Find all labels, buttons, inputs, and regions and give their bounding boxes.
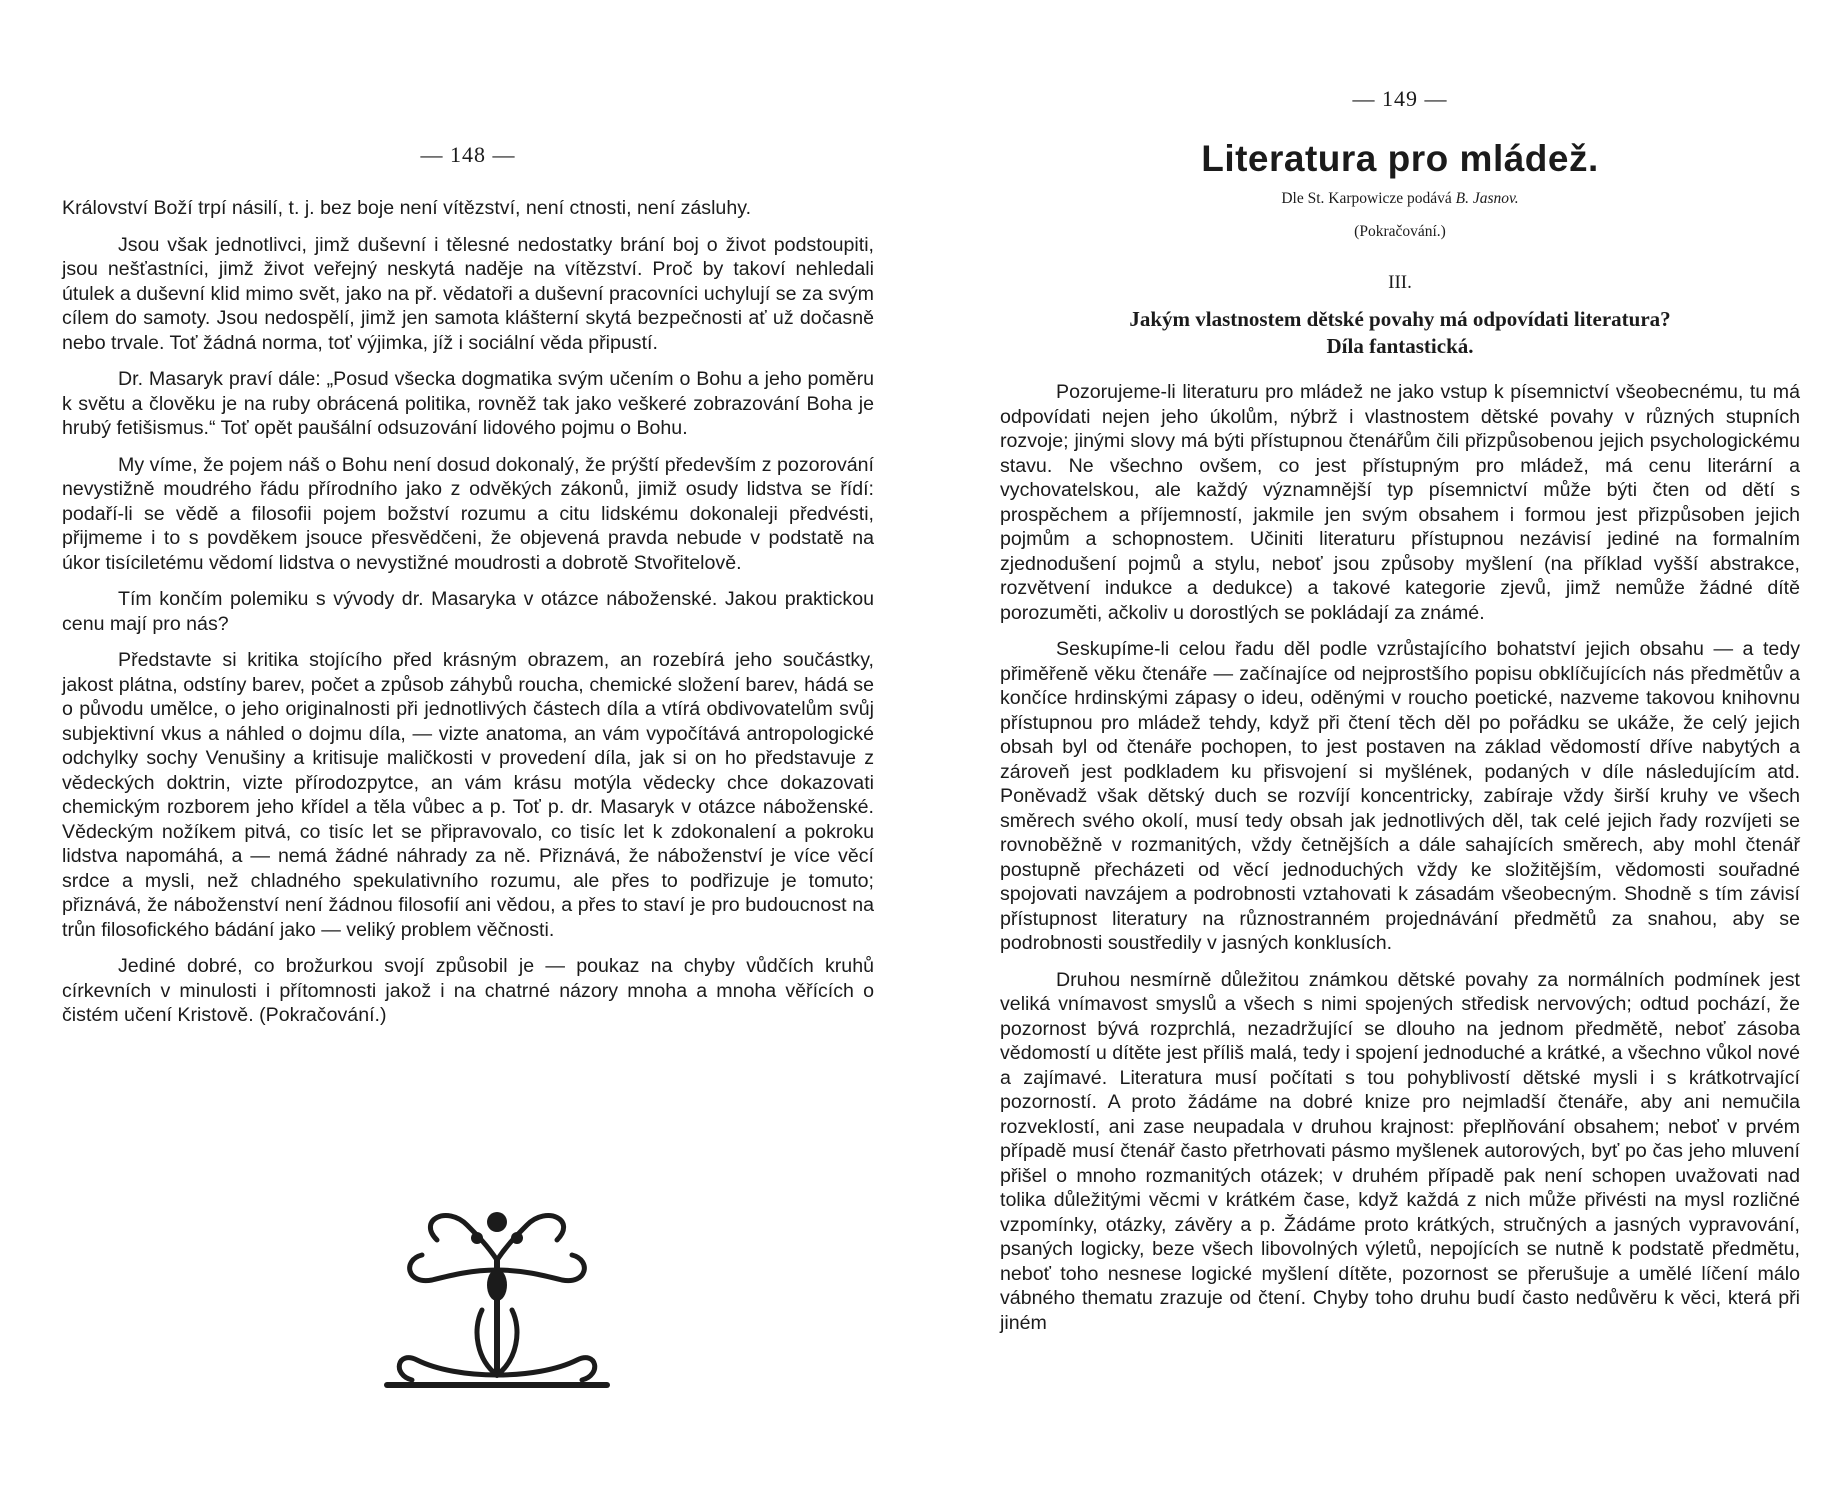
body-text bbox=[62, 196, 874, 1040]
section-heading-line: Jakým vlastnostem dětské povahy má odpovídati literatura? bbox=[1129, 307, 1671, 331]
paragraph: My víme, že pojem náš o Bohu není dosud dokonalý, že prýští především z pozorování nevystižně moudrého řádu přírodního jako z odvěkých zákonů, jimiž osudy lidstva se řídí: podaří-li se vědě a filosofii pojem božství rozumu a citu lidskému dokonaleji předvésti, přijmeme i to s povděkem jsouce přesvědčeni, že objevená pravda nebude v podstatě na úkor tisíciletému vědomí lidstva o nevystižné moudrosti a dobrotě Stvořitelově. bbox=[62, 453, 874, 574]
paragraph: Dr. Masaryk praví dále: „Posud všecka dogmatika svým učením o Bohu a jeho poměru k světu a člověku je na ruby obrácená politika, rovněž tak jako veškeré zobrazování Boha je hrubý fetišismus.“ Toť opět paušální odsuzování lidového pojmu o Bohu. bbox=[62, 368, 874, 439]
page-number: — 148 — bbox=[420, 142, 516, 167]
section-heading-line: Díla fantastická. bbox=[1326, 334, 1474, 358]
continuation-note: (Pokračování.) bbox=[1354, 223, 1446, 240]
floral-vignette-icon bbox=[377, 1200, 617, 1420]
paragraph: Druhou nesmírně důležitou známkou dětské povahy za normálních podmínek jest veliká vnímavost smyslů a všech s nimi spojených středisk nervových; odtud pochází, že pozornost bývá rozprchlá, nezadržující se dlouho na jednom předmětě, neboť zásoba vědomostí u dítěte jest příliš malá, tedy i spojení jednoduché a krátké, a všechno vůkol nové a zajímavé. Literatura musí počítati s tou pohyblivostí dětské mysli i s krátkotrvající pozorností. A proto žádáme na dobré knize pro nejmladší čtenáře, aby ani nemučila rozvekIostí, ani zase neupadala v druhou krajnost: přeplňování obsahem; neboť v prvém případě musí čtenář často přetrhovati pásmo myšlenek autorových, byť po čas jeho mluvení přišel o mnoho rozmanitých otázek; v druhém případě pak není schopen uvažovati nad tolika důležitými věcmi v krátkém čase, když každá z nich může přivésti na mysl rozličné vzpomínky, otázky, závěry a p. Žádáme proto krátkých, stručných a jasných vypravování, psaných logicky, beze všech libovolných výletů, nepojících se nutně k podstatě předmětu, neboť toho nesnese logické myšlení dítěte, pozornost se přerušuje a umělé líčení málo vábného thematu zrazuje od čtení. Chyby toho druhu budí často nedůvěru k věci, která při jiném bbox=[1000, 968, 1800, 1334]
paragraph: Představte si kritika stojícího před krásným obrazem, an rozebírá jeho součástky, jakost plátna, odstíny barev, počet a způsob záhybů roucha, chemické složení barev, hádá se o původu umělce, o jeho originalnosti při jednotlivých částech díla a vtírá obdivovatelům svůj subjektivní vkus a náhled o dojmu díla, — vizte anatoma, an vám vypočítává antropologické odchylky sochy Venušiny a kritisuje maličkosti v provedení díla, jak si on ho představuje z vědeckých doktrin, vizte přírodozpytce, an vám krásu motýla vědecky chce dokazovati chemickým rozborem jeho křídel a těla vůbec a p. Toť p. dr. Masaryk v otázce náboženské. Vědeckým nožíkem pitvá, co tisíc let se připravovalo, co tisíc let k zdokonalení a pokroku lidstva napomáhá, a — nemá žádné náhrady za ně. Přiznává, že náboženství je více věcí srdce a mysli, než chladného spekulativního rozumu, ale přes to podřizuje je tomuto; přiznává, že náboženství není žádnou filosofií ani vědou, a přes to staví je pro budoucnost na trůn filosofického bádání jako — veliký problem věčnosti. bbox=[62, 649, 874, 941]
byline-prefix: Dle St. Karpowicze podává bbox=[1281, 190, 1452, 207]
paragraph: Jsou však jednotlivci, jimž duševní i tělesné nedostatky brání boj o život podstoupiti, jsou nešťastníci, jimž život veřejný neskytá naděje na vítězství. Proč by takoví nehledali útulek a duševní klid mimo svět, jako na př. vědatoři a duševní pracovníci uchylují se za svým cílem do samoty. Jsou nedospělí, jimž jen samota klášterní skytá bezpečnosti ať už dočasně nebo trvale. Toť žádná norma, toť výjimka, jíž i sociální věda připustí. bbox=[62, 233, 874, 354]
byline bbox=[1000, 190, 1800, 208]
article-title: Literatura pro mládež. bbox=[1201, 138, 1599, 179]
paragraph: Pozorujeme-li literaturu pro mládež ne jako vstup k písemnictví všeobecnému, tu má odpovídati nejen jeho úkolům, nýbrž i vlastnostem dětské povahy v různých stupních rozvoje; jinými slovy má býti přístupnou čtenářům čili přizpůsobenou jejich psychologickému stavu. Ne všechno ovšem, co jest přístupným pro mládež, má cenu literární a vychovatelskou, ale každý významnější typ písemnictví může býti čten od dětí s prospěchem a příjemností, jakmile jen svým obsahem i formou jest přizpůsoben jejich pojmům a schopnostem. Učiniti literaturu přístupnou nezávisí jediné na formalním zjednodušení pojmů a stylu, neboť jsou způsoby myšlení (na příklad vyšší abstrakce, rozvětvení indukce a dedukce) a takové kategorie zjevů, jimž nemůže žádné dítě porozuměti, ačkoliv u dorostlých se pokládají za známé. bbox=[1000, 381, 1800, 624]
left-page bbox=[62, 0, 874, 1500]
paragraph: Seskupíme-li celou řadu děl podle vzrůstajícího bohatství jejich obsahu — a tedy přiměřeně věku čtenáře — začínajíce od nejprostšího popisu obklíčujících nás předmětův a končíce hrdinskými zápasy o ideu, oděnými v roucho poetické, nazveme takovou knihovnu přístupnou pro mládež tehdy, když při čtení těch děl po pořádku se ukáže, že celý jejich obsah byl od čtenáře pochopen, to jest postaven na základ vědomostí dříve nabytých a zároveň jest podkladem ku přisvojení si myšlének, podaných v díle následujícím atd. Poněvadž však dětský duch se rozvíjí koncentricky, zabíraje vždy širší kruhy ve všech směrech svého okolí, musí tedy obsah jak jednotlivých děl, tak celé jejich řady rozvíjeti se rovnoběžně v rozmanitých, vždy četnějších a dále sahajících směrech, aby mohl čtenář postupně přecházeti od věcí jednoduchých vždy ke složitějším, vědomosti souřadné spojovati navzájem a podrobnosti vztahovati k zásadám všeobecným. Shodně s tím závisí přístupnost literatury na různostranném projednávání předmětů za snahou, aby se podrobnosti soustředily v jasných konklusích. bbox=[1000, 638, 1800, 954]
byline-author: B. Jasnov. bbox=[1455, 190, 1519, 207]
paragraph: Království Boží trpí násilí, t. j. bez boje není vítězství, není ctnosti, není zásluhy. bbox=[62, 197, 752, 219]
paragraph: Tím končím polemiku s vývody dr. Masaryka v otázce náboženské. Jakou praktickou cenu mají pro nás? bbox=[62, 588, 874, 635]
section-heading bbox=[1000, 306, 1800, 360]
section-number: III. bbox=[1388, 272, 1412, 293]
paragraph: Jediné dobré, co brožurkou svojí způsobil je — poukaz na chyby vůdčích kruhů církevních v minulosti i přítomnosti jakož i na chatrné názory mnoha a mnoha věřících o čistém učení Kristově. (Pokračování.) bbox=[62, 955, 874, 1026]
right-page bbox=[1000, 0, 1800, 1500]
page-number: — 149 — bbox=[1352, 86, 1448, 111]
body-text bbox=[1000, 380, 1800, 1347]
